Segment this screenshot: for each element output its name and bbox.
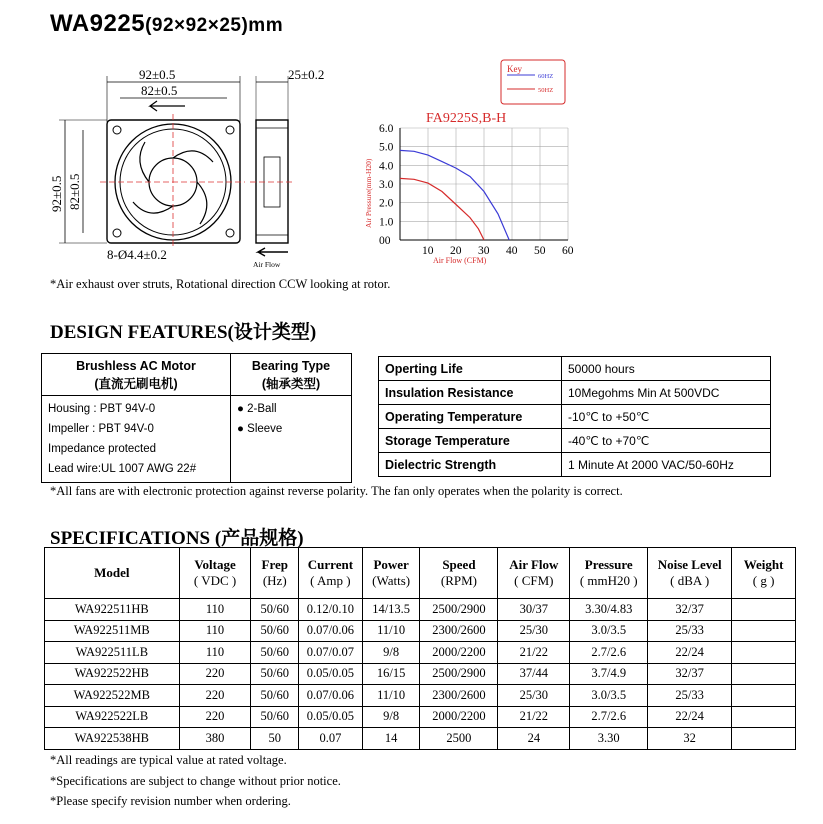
table-cell [732, 642, 796, 664]
table-cell: WA922511MB [45, 620, 180, 642]
column-header: Noise Level ( dBA ) [648, 548, 732, 599]
table-row [45, 728, 796, 750]
bullet-icon: ● [237, 423, 244, 435]
polarity-note: *All fans are with electronic protection against reverse polarity. The fan only operates when the polarity is correct. [50, 484, 623, 498]
table-cell: WA922522LB [45, 706, 180, 728]
table-cell: 11/10 [362, 685, 420, 707]
prop-key: Dielectric Strength [379, 453, 562, 477]
table-cell: 0.07/0.06 [299, 685, 363, 707]
column-header: Model [45, 548, 180, 599]
table-cell: 220 [179, 663, 251, 685]
prop-key: Storage Temperature [379, 429, 562, 453]
table-cell: 50 [251, 728, 299, 750]
table-cell: 32/37 [648, 663, 732, 685]
specs-table [44, 547, 796, 750]
spec-note-1: *All readings are typical value at rated voltage. [50, 753, 287, 767]
bearing-header: Bearing Type (轴承类型) [231, 354, 352, 396]
table-cell: WA922538HB [45, 728, 180, 750]
table-cell: 25/30 [498, 685, 570, 707]
table-cell: 2000/2200 [420, 642, 498, 664]
model-name: WA9225 [50, 10, 146, 37]
x-tick-label: 10 [422, 245, 434, 257]
table-cell: 21/22 [498, 706, 570, 728]
x-tick-label: 40 [506, 245, 518, 257]
table-cell: WA922522HB [45, 663, 180, 685]
list-item: Impedance protected [48, 443, 157, 455]
page-title [50, 10, 283, 38]
bearing-option: ● 2-Ball [237, 403, 277, 415]
table-cell [732, 620, 796, 642]
rotation-arrow-icon [150, 101, 185, 111]
chart-ylabel: Air Pressure(mm-H20) [364, 158, 373, 228]
motor-header: Brushless AC Motor (直流无刷电机) [42, 354, 231, 396]
airflow-label: Air Flow [253, 260, 281, 269]
bearing-items-cell [231, 396, 352, 483]
table-cell: 14/13.5 [362, 599, 420, 621]
column-header: Speed (RPM) [420, 548, 498, 599]
dim-depth-text: 25±0.2 [288, 67, 325, 82]
table-cell: 30/37 [498, 599, 570, 621]
dim-hole-text: 8-Ø4.4±0.2 [107, 247, 167, 262]
column-header: Current ( Amp ) [299, 548, 363, 599]
table-cell [732, 728, 796, 750]
table-cell: 50/60 [251, 642, 299, 664]
table-cell: 37/44 [498, 663, 570, 685]
table-cell: 0.07/0.06 [299, 620, 363, 642]
table-row [45, 663, 796, 685]
dim-width-text: 92±0.5 [139, 67, 176, 82]
table-cell: 0.05/0.05 [299, 663, 363, 685]
list-item: Impeller : PBT 94V-0 [48, 423, 154, 435]
properties-table [378, 356, 771, 477]
table-cell: 2500 [420, 728, 498, 750]
table-cell: 32 [648, 728, 732, 750]
prop-value: 1 Minute At 2000 VAC/50-60Hz [562, 453, 771, 477]
table-row [45, 706, 796, 728]
table-cell: 110 [179, 599, 251, 621]
y-tick-label: 4.0 [379, 160, 394, 173]
table-cell: WA922522MB [45, 685, 180, 707]
chart-legend-title: Key [507, 64, 522, 74]
column-header: Power (Watts) [362, 548, 420, 599]
airflow-arrow-icon [258, 248, 288, 256]
dim-inner-v-text: 82±0.5 [67, 173, 82, 210]
table-cell: 50/60 [251, 685, 299, 707]
x-tick-label: 60 [562, 245, 574, 257]
model-dimensions: (92×92×25)mm [145, 15, 284, 36]
pq-chart [360, 58, 585, 273]
table-cell: 25/30 [498, 620, 570, 642]
table-cell [732, 599, 796, 621]
prop-key: Operting Life [379, 357, 562, 381]
table-cell: 50/60 [251, 706, 299, 728]
table-cell: 0.07/0.07 [299, 642, 363, 664]
table-row [45, 642, 796, 664]
table-cell: 2000/2200 [420, 706, 498, 728]
column-header: Weight ( g ) [732, 548, 796, 599]
y-tick-label: 3.0 [379, 179, 394, 191]
table-cell: 22/24 [648, 642, 732, 664]
prop-key: Operating Temperature [379, 405, 562, 429]
chart-title: FA9225S,B-H [426, 111, 507, 126]
table-cell [732, 706, 796, 728]
fan-side-view [256, 120, 288, 243]
table-cell: 21/22 [498, 642, 570, 664]
column-header: Voltage ( VDC ) [179, 548, 251, 599]
series-line-60hz [400, 150, 509, 240]
prop-value: -10℃ to +50℃ [562, 405, 771, 429]
legend-label: 50HZ [538, 87, 554, 94]
series-line-50hz [400, 178, 484, 240]
table-cell: 50/60 [251, 620, 299, 642]
y-tick-label: 2.0 [379, 197, 394, 210]
table-cell: 110 [179, 642, 251, 664]
table-cell: 0.07 [299, 728, 363, 750]
prop-value: 10Megohms Min At 500VDC [562, 381, 771, 405]
table-cell: WA922511HB [45, 599, 180, 621]
table-cell: 2300/2600 [420, 685, 498, 707]
table-cell: 9/8 [362, 642, 420, 664]
column-header: Pressure ( mmH20 ) [570, 548, 648, 599]
list-item: Housing : PBT 94V-0 [48, 403, 156, 415]
prop-key: Insulation Resistance [379, 381, 562, 405]
table-cell: 25/33 [648, 685, 732, 707]
table-cell: 9/8 [362, 706, 420, 728]
table-cell: 2500/2900 [420, 599, 498, 621]
design-table [41, 353, 352, 483]
chart-xlabel: Air Flow (CFM) [433, 256, 487, 265]
x-tick-label: 30 [478, 245, 490, 257]
fan-frame [107, 120, 240, 243]
table-cell: 11/10 [362, 620, 420, 642]
table-cell: 50/60 [251, 663, 299, 685]
table-cell: 22/24 [648, 706, 732, 728]
table-cell: 380 [179, 728, 251, 750]
table-cell [732, 685, 796, 707]
list-item: Lead wire:UL 1007 AWG 22# [48, 463, 197, 475]
table-cell [732, 663, 796, 685]
spec-note-2: *Specifications are subject to change without prior notice. [50, 774, 341, 788]
table-cell: 25/33 [648, 620, 732, 642]
table-cell: 3.7/4.9 [570, 663, 648, 685]
table-cell: 50/60 [251, 599, 299, 621]
table-cell: 0.05/0.05 [299, 706, 363, 728]
prop-value: -40℃ to +70℃ [562, 429, 771, 453]
table-cell: WA922511LB [45, 642, 180, 664]
table-cell: 2300/2600 [420, 620, 498, 642]
y-tick-label: 00 [379, 235, 391, 247]
bullet-icon: ● [237, 403, 244, 415]
table-cell: 3.30/4.83 [570, 599, 648, 621]
legend-label: 60HZ [538, 73, 554, 80]
bearing-option: ● Sleeve [237, 423, 283, 435]
column-header: Frep (Hz) [251, 548, 299, 599]
dim-height-text: 92±0.5 [49, 175, 64, 212]
table-row [45, 599, 796, 621]
table-cell: 110 [179, 620, 251, 642]
y-tick-label: 6.0 [379, 123, 394, 135]
table-cell: 14 [362, 728, 420, 750]
design-heading: DESIGN FEATURES(设计类型) [50, 322, 317, 343]
mechanical-drawing [45, 62, 355, 272]
table-cell: 32/37 [648, 599, 732, 621]
prop-value: 50000 hours [562, 357, 771, 381]
dim-inner-text: 82±0.5 [141, 83, 178, 98]
table-cell: 0.12/0.10 [299, 599, 363, 621]
x-tick-label: 50 [534, 245, 546, 257]
table-cell: 220 [179, 706, 251, 728]
specs-heading: SPECIFICATIONS (产品规格) [50, 528, 304, 549]
y-tick-label: 1.0 [379, 216, 394, 229]
motor-items-cell [42, 396, 231, 483]
airflow-note: *Air exhaust over struts, Rotational direction CCW looking at rotor. [50, 277, 391, 291]
table-row [45, 620, 796, 642]
table-cell: 3.0/3.5 [570, 685, 648, 707]
column-header: Air Flow ( CFM) [498, 548, 570, 599]
table-cell: 3.30 [570, 728, 648, 750]
table-cell: 24 [498, 728, 570, 750]
table-cell: 2500/2900 [420, 663, 498, 685]
y-tick-label: 5.0 [379, 141, 394, 154]
spec-note-3: *Please specify revision number when ordering. [50, 794, 291, 808]
table-cell: 2.7/2.6 [570, 642, 648, 664]
table-row [45, 685, 796, 707]
table-cell: 220 [179, 685, 251, 707]
table-cell: 16/15 [362, 663, 420, 685]
x-tick-label: 20 [450, 245, 462, 257]
table-cell: 2.7/2.6 [570, 706, 648, 728]
table-cell: 3.0/3.5 [570, 620, 648, 642]
